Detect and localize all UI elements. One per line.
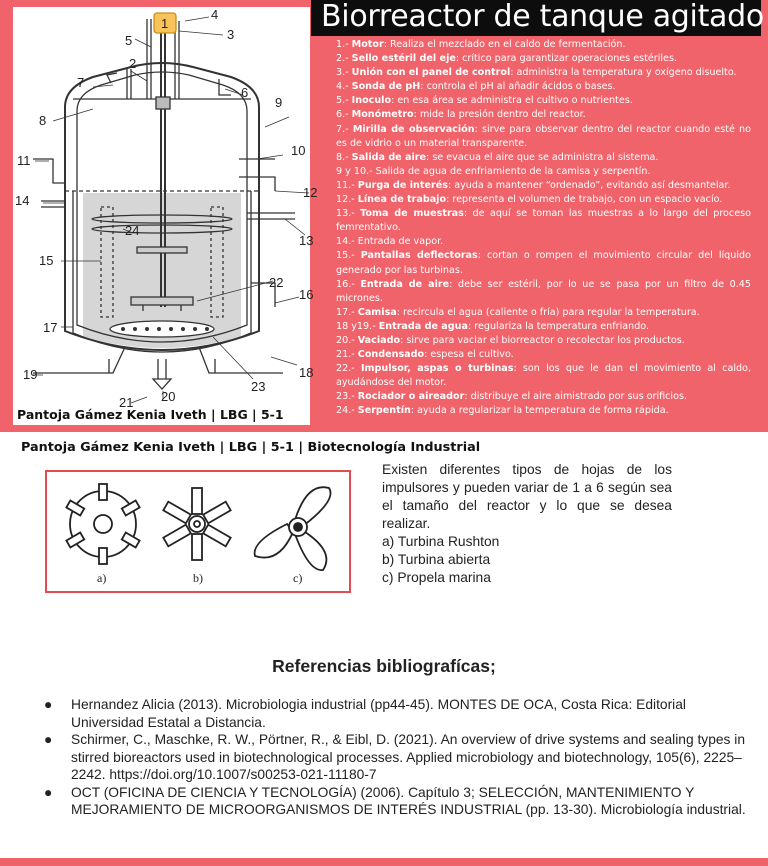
part-item: 15.- Pantallas deflectoras: cortan o rompen el movimiento circular del líquido generado por las turbinas.	[336, 250, 751, 276]
impeller-option-b: b) Turbina abierta	[382, 552, 491, 567]
callout-13: 13	[299, 233, 314, 248]
part-item: 24.- Serpentín: ayuda a regularizar la temperatura de forma rápida.	[336, 405, 669, 417]
part-item: 23.- Rociador o aireador: distribuye el aire aimistrado por sus orificios.	[336, 391, 688, 403]
callout-23: 23	[251, 379, 266, 394]
callout-9: 9	[275, 95, 283, 110]
part-item: 17.- Camisa: recircula el agua (caliente o fría) para regular la temperatura.	[336, 306, 700, 318]
part-item: 11.- Purga de interés: ayuda a mantener “ordenado”, evitando así desmantelar.	[336, 179, 731, 191]
parts-list	[336, 38, 751, 419]
part-item: 2.- Sello estéril del eje: crítico para garantizar operaciones estériles.	[336, 53, 678, 65]
callout-2: 2	[129, 56, 137, 71]
bullet-icon: ●	[44, 784, 53, 800]
callout-7: 7	[77, 75, 85, 90]
callout-17: 17	[43, 320, 58, 335]
callout-19: 19	[23, 367, 38, 382]
callout-11: 11	[17, 153, 31, 168]
impeller-label: a)	[97, 571, 107, 585]
callout-10: 10	[291, 143, 306, 158]
impeller-figure	[45, 470, 351, 593]
callout-3: 3	[227, 27, 235, 42]
part-item: 12.- Línea de trabajo: representa el volumen de trabajo, con un espacio vacío.	[336, 194, 723, 206]
reference-item: ● Hernandez Alicia (2013). Microbiologia industrial (pp44-45). MONTES DE OCA, Costa Rica: Editorial Universidad Estatal a Distancia.	[44, 697, 686, 730]
part-item: 5.- Inoculo: en esa área se administra el cultivo o nutrientes.	[336, 95, 633, 107]
callout-14: 14	[15, 193, 30, 208]
author-subheader: Pantoja Gámez Kenia Iveth | LBG | 5-1 | Biotecnología Industrial	[21, 440, 481, 455]
impeller-description	[382, 461, 672, 587]
part-item: 4.- Sonda de pH: controla el pH al añadir ácidos o bases.	[336, 81, 616, 93]
part-item: 8.- Salida de aire: se evacua el aire que se administra al sistema.	[336, 151, 659, 163]
callout-12: 12	[303, 185, 318, 200]
callout-21: 21	[119, 395, 134, 410]
callout-22: 22	[269, 275, 284, 290]
callout-5: 5	[125, 33, 133, 48]
callout-6: 6	[241, 85, 249, 100]
title-banner	[311, 0, 764, 36]
callout-4: 4	[211, 7, 219, 22]
part-item: 6.- Monómetro: mide la presión dentro del reactor.	[336, 109, 586, 121]
impeller-intro: Existen diferentes tipos de hojas de los impulsores y pueden variar de 1 a 6 según sea el tamaño del reactor y lo que se desea realizar.	[382, 462, 672, 531]
callout-16: 16	[299, 287, 314, 302]
impeller-label: b)	[193, 571, 203, 585]
part-item: 16.- Entrada de aire: debe ser estéril, por lo ue se pasa por un filtro de 0.45 micrones.	[336, 278, 751, 304]
impeller-label: c)	[293, 571, 303, 585]
bullet-icon: ●	[44, 732, 53, 747]
part-item: 3.- Unión con el panel de control: administra la temperatura y oxígeno disuelto.	[336, 67, 737, 79]
part-item: 21.- Condensado: espesa el cultivo.	[336, 349, 514, 361]
callout-20: 20	[161, 389, 176, 404]
header-panel	[0, 0, 768, 432]
bullet-icon: ●	[44, 697, 53, 712]
impeller-drawings	[47, 472, 349, 591]
references-title: Referencias bibliografícas;	[272, 656, 496, 676]
diagram-caption: Pantoja Gámez Kenia Iveth | LBG | 5-1	[17, 407, 284, 422]
rushton-turbine-drawing	[66, 484, 139, 564]
footer-bar	[0, 858, 768, 866]
callout-15: 15	[39, 253, 54, 268]
impeller-option-a: a) Turbina Rushton	[382, 534, 500, 549]
callout-8: 8	[39, 113, 47, 128]
part-item: 22.- Impulsor, aspas o turbinas: son los que le dan el movimiento al caldo, ayudándose del motor.	[336, 363, 751, 389]
bioreactor-drawing	[13, 7, 318, 425]
part-item: 7.- Mirilla de observación: sirve para observar dentro del reactor cuando esté no es de vidrio o un material transparente.	[336, 123, 751, 149]
callout-18: 18	[299, 365, 314, 380]
open-turbine-drawing	[163, 488, 230, 560]
part-item: 14.- Entrada de vapor.	[336, 236, 444, 248]
bioreactor-diagram	[13, 7, 318, 425]
part-item: 9 y 10.- Salida de agua de enfriamiento de la camisa y serpentín.	[336, 165, 651, 177]
reference-item: ● Schirmer, C., Maschke, R. W., Pörtner, R., & Eibl, D. (2021). An overview of drive systems and sealing types in stirred bioreactors used in biotechnological processes. Applied microbiology and biotechnology, 105(6), 2225–2242. https://doi.org/10.1007/s00253-021-11180-7	[44, 732, 746, 782]
callout-24: 24	[125, 223, 140, 238]
part-item: 13.- Toma de muestras: de aquí se toman las muestras a lo largo del proceso femrentativo.	[336, 208, 751, 234]
references-list	[40, 696, 752, 819]
part-item: 1.- Motor: Realiza el mezclado en el caldo de fermentación.	[336, 39, 626, 50]
part-item: 20.- Vaciado: sirve para vaciar el biorreactor o recolectar los productos.	[336, 334, 685, 346]
marine-propeller-drawing	[255, 487, 331, 570]
part-item: 18 y19.- Entrada de agua: regulariza la temperatura enfriando.	[336, 320, 650, 332]
reference-item: ● OCT (OFICINA DE CIENCIA Y TECNOLOGÍA) (2006). Capítulo 3; SELECCIÓN, MANTENIMIENTO Y MEJORAMIENTO DE MICROORGANISMOS DE INTERÉS INDUSTRIAL (pp. 13-30). Microbiología industrial.	[44, 784, 746, 817]
impeller-option-c: c) Propela marina	[382, 570, 491, 585]
callout-1: 1	[161, 16, 169, 31]
page-title: Biorreactor de tanque agitado	[321, 0, 764, 34]
